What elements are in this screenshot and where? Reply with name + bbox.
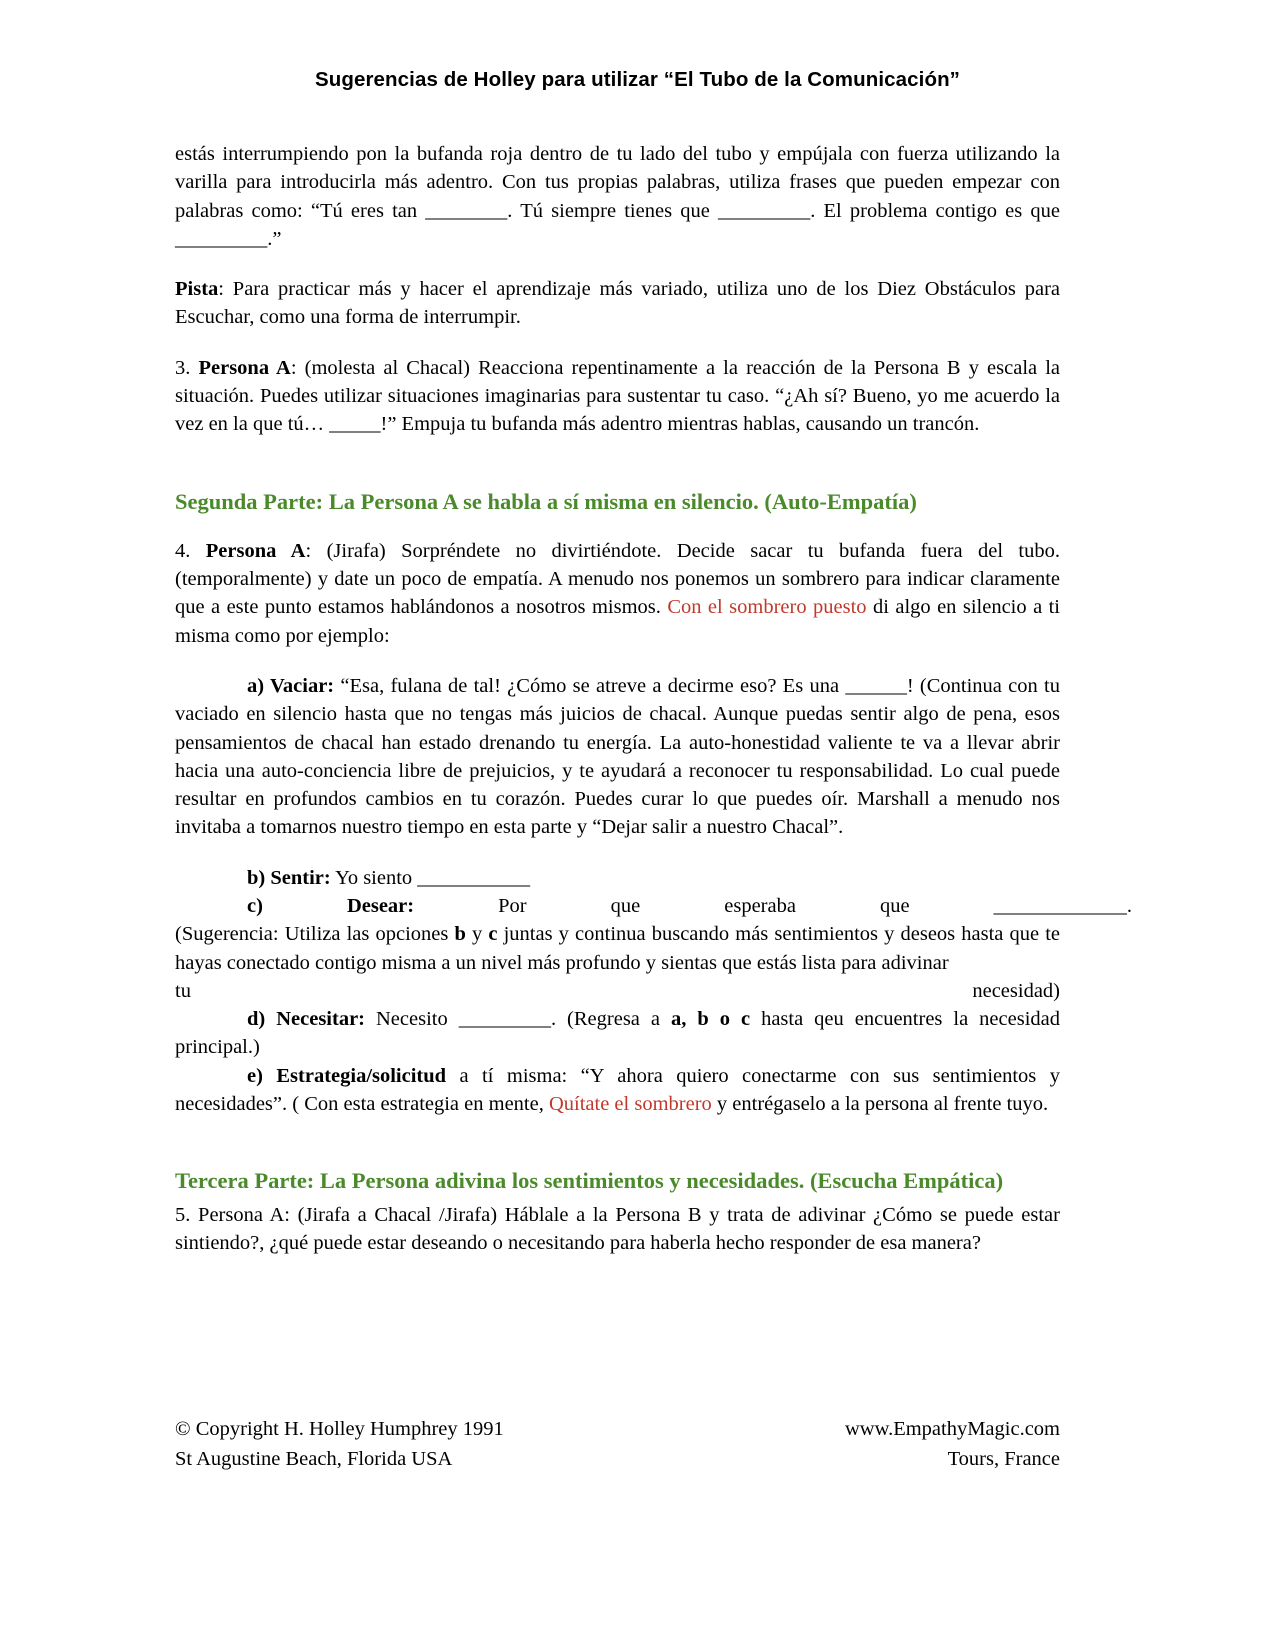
- paragraph-item-c-desear: [175, 892, 1132, 920]
- item-c-part-4: que: [879, 895, 910, 917]
- item-4-highlight-red: Con el sombrero puesto: [667, 596, 867, 619]
- paragraph-item-5: 5. Persona A: (Jirafa a Chacal /Jirafa) Háblale a la Persona B y trata de adivinar ¿Cómo se puede estar sintiendo?, ¿qué puede estar deseando o necesitando para haberla hecho responder de esa manera?: [175, 1203, 1060, 1254]
- item-4-label: Persona A: [205, 539, 306, 562]
- item-3-number: 3.: [175, 356, 199, 379]
- footer-row-bottom: [175, 1445, 1060, 1475]
- paragraph-item-d-necesitar: [175, 1005, 1060, 1062]
- paragraph-item-a-vaciar: [175, 672, 1060, 842]
- paragraph-continuation-text: estás interrumpiendo pon la bufanda roja dentro de tu lado del tubo y empújala con fuerza utilizando la varilla para introducirla más adentro. Con tus propias palabras, utiliza frases que pueden empezar con palabras como: “Tú eres tan ________. Tú siempre tienes que _________. El problema contigo es que _________.”: [175, 143, 1060, 250]
- item-4-text-b: di algo en silencio a ti misma como por ejemplo:: [175, 596, 1060, 647]
- paragraph-item-4: [175, 537, 1060, 650]
- item-4-text-a: : (Jirafa) Sorpréndete no divirtiéndote. Decide sacar tu bufanda fuera del tubo. (temporalmente) y date un poco de empatía. A menudo nos ponemos un sombrero para indicar claramente que a este punto estamos hablándonos a nosotros mismos.: [175, 539, 1061, 619]
- pista-text: : Para practicar más y hacer el aprendizaje más variado, utiliza uno de los Diez Obstáculos para Escuchar, como una forma de interrumpir.: [175, 278, 1060, 329]
- item-d-label: d) Necesitar:: [247, 1008, 365, 1031]
- footer-website[interactable]: www.EmpathyMagic.com: [844, 1418, 1060, 1440]
- item-b-text: Yo siento ___________: [330, 866, 531, 889]
- item-c-note-b: b: [454, 923, 466, 946]
- item-e-text-b: y entrégaselo a la persona al frente tuyo.: [711, 1092, 1049, 1115]
- item-e-highlight-red: Quítate el sombrero: [548, 1092, 712, 1115]
- paragraph-continuation: [175, 140, 1060, 253]
- paragraph-item-c-note-tail: [175, 977, 1060, 1005]
- item-c-part-3: esperaba: [724, 895, 796, 917]
- item-c-note-mid: y: [465, 923, 489, 946]
- item-d-text: Necesito _________. (Regresa a: [365, 1008, 671, 1031]
- section-heading-tercera-parte: Tercera Parte: La Persona adivina los sentimientos y necesidades. (Escucha Empática): [175, 1168, 1004, 1194]
- item-a-text: “Esa, fulana de tal! ¿Cómo se atreve a decirme eso? Es una ______! (Continua con tu vaciado en silencio hasta que no tengas más juicios de chacal. Aunque puedas sentir algo de pena, esos pensamientos de chacal han estado drenando tu energía. La auto-honestidad valiente te va a llevar abrir hacia una auto-conciencia libre de prejuicios, y te ayudará a reconocer tu responsabilidad. Lo cual puede resultar en profundos cambios en tu corazón. Puedes curar lo que puedes oír. Marshall a menudo nos invitaba a tomarnos nuestro tiempo en esta parte y “Dejar salir a nuestro Chacal”.: [175, 675, 1060, 839]
- paragraph-item-e-estrategia: [175, 1062, 1060, 1119]
- item-c-note-start: (Sugerencia: Utiliza las opciones: [175, 923, 455, 946]
- item-3-text: : (molesta al Chacal) Reacciona repentinamente a la reacción de la Persona B y escala la situación. Puedes utilizar situaciones imaginarias para sustentar tu caso. “¿Ah sí? Bueno, yo me acuerdo la vez en la que tú… _____!” Empuja tu bufanda más adentro mientras hablas, causando un trancón.: [175, 356, 1061, 436]
- item-c-note-end: juntas y continua buscando más sentimientos y deseos hasta que te hayas conectado contigo misma a un nivel más profundo y sientas que estás lista para adivinar: [175, 923, 1060, 974]
- footer-address: St Augustine Beach, Florida USA: [175, 1447, 453, 1470]
- item-e-label: e) Estrategia/solicitud: [247, 1064, 447, 1087]
- item-3-label: Persona A: [198, 356, 291, 379]
- item-d-text-end: hasta qeu encuentres la necesidad principal.): [175, 1008, 1060, 1059]
- footer-location: Tours, France: [947, 1447, 1060, 1470]
- item-c-part-1: Por: [498, 895, 527, 917]
- paragraph-pista: [175, 275, 1060, 332]
- item-a-label: a) Vaciar:: [247, 675, 335, 698]
- item-c-label: c): [247, 895, 263, 917]
- item-4-number: 4.: [175, 539, 206, 562]
- footer-row-top: [175, 1415, 1060, 1445]
- item-c-word: Desear:: [346, 895, 415, 917]
- paragraph-item-3: [175, 354, 1060, 439]
- item-c-blank: _____________.: [993, 895, 1132, 917]
- paragraph-item-b-sentir: [175, 864, 1060, 892]
- item-c-note-necesidad: necesidad): [972, 979, 1060, 1002]
- document-body: [175, 140, 1132, 1257]
- page-footer: [175, 1415, 1060, 1474]
- page-header: Sugerencias de Holley para utilizar “El Tubo de la Comunicación”: [314, 68, 961, 91]
- item-c-part-2: que: [610, 895, 641, 917]
- pista-label: Pista: [175, 278, 219, 301]
- item-b-label: b) Sentir:: [247, 866, 331, 889]
- item-c-note-c: c: [488, 923, 498, 946]
- item-e-text-a: a tí misma: “Y ahora quiero conectarme con sus sentimientos y necesidades”. ( Con esta estrategia en mente,: [175, 1064, 1060, 1115]
- section-heading-segunda-parte: Segunda Parte: La Persona A se habla a sí misma en silencio. (Auto-Empatía): [175, 488, 917, 514]
- item-d-options: a, b o c: [670, 1008, 751, 1031]
- paragraph-item-c-note: [175, 920, 1060, 977]
- item-c-note-tu: tu: [175, 979, 191, 1002]
- footer-copyright: © Copyright H. Holley Humphrey 1991: [175, 1418, 504, 1440]
